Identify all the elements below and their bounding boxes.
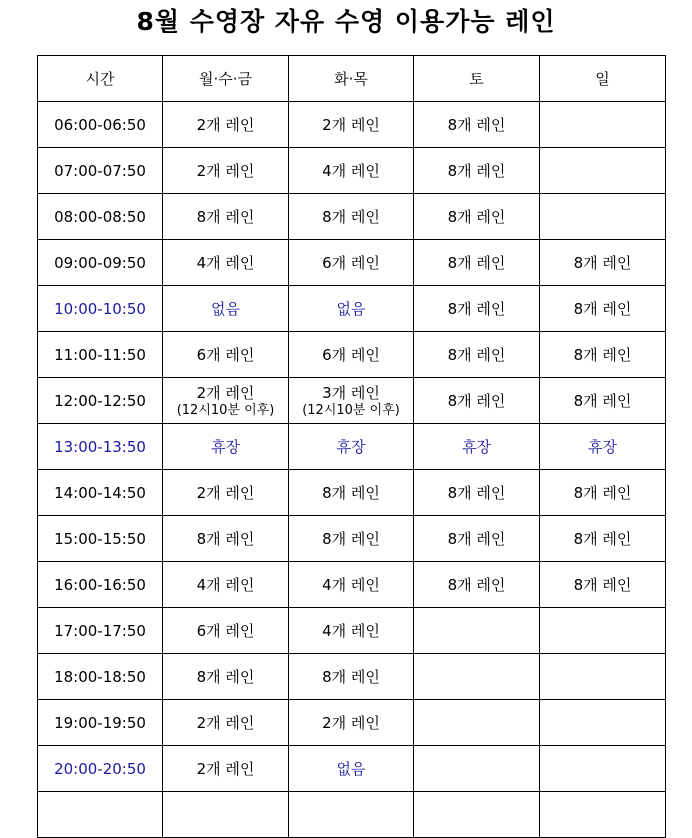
cell-mon-wed-fri: [163, 378, 289, 424]
cell-mon-wed-fri: 8개 레인: [163, 654, 289, 700]
cell-saturday: 8개 레인: [414, 332, 540, 378]
cell-time: 08:00-08:50: [38, 194, 163, 240]
table-row: [38, 102, 666, 148]
empty-cell: [540, 792, 666, 838]
cell-tue-thu: 8개 레인: [289, 470, 414, 516]
cell-tue-thu: 4개 레인: [289, 608, 414, 654]
cell-mon-wed-fri: 2개 레인: [163, 102, 289, 148]
cell-time: 10:00-10:50: [38, 286, 163, 332]
header-mon-wed-fri: 월·수·금: [163, 56, 289, 102]
cell-saturday: [414, 746, 540, 792]
cell-saturday: [414, 654, 540, 700]
cell-mon-wed-fri-value: 2개 레인: [196, 383, 255, 402]
cell-tue-thu: [289, 378, 414, 424]
cell-sunday: [540, 654, 666, 700]
cell-sunday: 8개 레인: [540, 470, 666, 516]
cell-time: 09:00-09:50: [38, 240, 163, 286]
cell-tue-thu: 휴장: [289, 424, 414, 470]
cell-tue-thu-note: (12시10분 이후): [302, 402, 400, 418]
cell-mon-wed-fri: 2개 레인: [163, 700, 289, 746]
cell-tue-thu: 4개 레인: [289, 148, 414, 194]
cell-sunday: [540, 194, 666, 240]
cell-mon-wed-fri: 4개 레인: [163, 240, 289, 286]
document-title: 8월 수영장 자유 수영 이용가능 레인: [136, 7, 556, 36]
table-row: [38, 746, 666, 792]
cell-mon-wed-fri: 없음: [163, 286, 289, 332]
cell-time: 16:00-16:50: [38, 562, 163, 608]
cell-tue-thu: 없음: [289, 286, 414, 332]
cell-sunday: [540, 102, 666, 148]
cell-sunday: [540, 746, 666, 792]
cell-tue-thu-value: 3개 레인: [322, 383, 380, 402]
cell-time: 14:00-14:50: [38, 470, 163, 516]
cell-time: 18:00-18:50: [38, 654, 163, 700]
empty-cell: [414, 792, 540, 838]
lane-schedule-table: [37, 55, 666, 838]
cell-mon-wed-fri: 8개 레인: [163, 194, 289, 240]
empty-cell: [163, 792, 289, 838]
table-row: [38, 700, 666, 746]
cell-tue-thu: 2개 레인: [289, 102, 414, 148]
table-row: [38, 470, 666, 516]
cell-saturday: 8개 레인: [414, 516, 540, 562]
header-row: [38, 56, 666, 102]
cell-sunday: 8개 레인: [540, 562, 666, 608]
cell-saturday: 휴장: [414, 424, 540, 470]
cell-time: 07:00-07:50: [38, 148, 163, 194]
cell-saturday: 8개 레인: [414, 378, 540, 424]
cell-tue-thu: 8개 레인: [289, 516, 414, 562]
cell-sunday: 8개 레인: [540, 240, 666, 286]
cell-saturday: 8개 레인: [414, 148, 540, 194]
cell-saturday: 8개 레인: [414, 470, 540, 516]
cell-time: 17:00-17:50: [38, 608, 163, 654]
cell-sunday: 8개 레인: [540, 516, 666, 562]
cell-sunday: 8개 레인: [540, 286, 666, 332]
cell-sunday: [540, 608, 666, 654]
header-tue-thu: 화·목: [289, 56, 414, 102]
table-row: [38, 654, 666, 700]
cell-mon-wed-fri: 휴장: [163, 424, 289, 470]
table-row: [38, 424, 666, 470]
cell-mon-wed-fri: 6개 레인: [163, 332, 289, 378]
cell-saturday: [414, 700, 540, 746]
cell-saturday: 8개 레인: [414, 194, 540, 240]
cell-sunday: [540, 700, 666, 746]
table-row: [38, 194, 666, 240]
cell-sunday: 8개 레인: [540, 332, 666, 378]
cell-mon-wed-fri: 8개 레인: [163, 516, 289, 562]
table-row: [38, 148, 666, 194]
header-time: 시간: [38, 56, 163, 102]
cell-tue-thu: 6개 레인: [289, 240, 414, 286]
cell-mon-wed-fri: 4개 레인: [163, 562, 289, 608]
cell-sunday: 휴장: [540, 424, 666, 470]
cell-time: 15:00-15:50: [38, 516, 163, 562]
cell-time: 06:00-06:50: [38, 102, 163, 148]
cell-mon-wed-fri: 6개 레인: [163, 608, 289, 654]
table-row: [38, 792, 666, 838]
cell-saturday: 8개 레인: [414, 240, 540, 286]
cell-sunday: 8개 레인: [540, 378, 666, 424]
cell-saturday: [414, 608, 540, 654]
table-row: [38, 516, 666, 562]
cell-tue-thu: 없음: [289, 746, 414, 792]
cell-saturday: 8개 레인: [414, 102, 540, 148]
table-row: [38, 332, 666, 378]
cell-tue-thu: 8개 레인: [289, 194, 414, 240]
table-row: [38, 608, 666, 654]
empty-cell: [38, 792, 163, 838]
header-sunday: 일: [540, 56, 666, 102]
cell-time: 12:00-12:50: [38, 378, 163, 424]
table-row: [38, 378, 666, 424]
cell-tue-thu: 4개 레인: [289, 562, 414, 608]
cell-saturday: 8개 레인: [414, 562, 540, 608]
cell-tue-thu: 2개 레인: [289, 700, 414, 746]
table-row: [38, 286, 666, 332]
cell-time: 19:00-19:50: [38, 700, 163, 746]
cell-time: 11:00-11:50: [38, 332, 163, 378]
table-row: [38, 240, 666, 286]
header-saturday: 토: [414, 56, 540, 102]
cell-time: 20:00-20:50: [38, 746, 163, 792]
table-row: [38, 562, 666, 608]
cell-mon-wed-fri: 2개 레인: [163, 746, 289, 792]
cell-mon-wed-fri-note: (12시10분 이후): [176, 402, 275, 418]
empty-cell: [289, 792, 414, 838]
cell-time: 13:00-13:50: [38, 424, 163, 470]
cell-mon-wed-fri: 2개 레인: [163, 148, 289, 194]
cell-tue-thu: 6개 레인: [289, 332, 414, 378]
cell-sunday: [540, 148, 666, 194]
cell-saturday: 8개 레인: [414, 286, 540, 332]
cell-mon-wed-fri: 2개 레인: [163, 470, 289, 516]
cell-tue-thu: 8개 레인: [289, 654, 414, 700]
schedule-body: [38, 102, 666, 838]
